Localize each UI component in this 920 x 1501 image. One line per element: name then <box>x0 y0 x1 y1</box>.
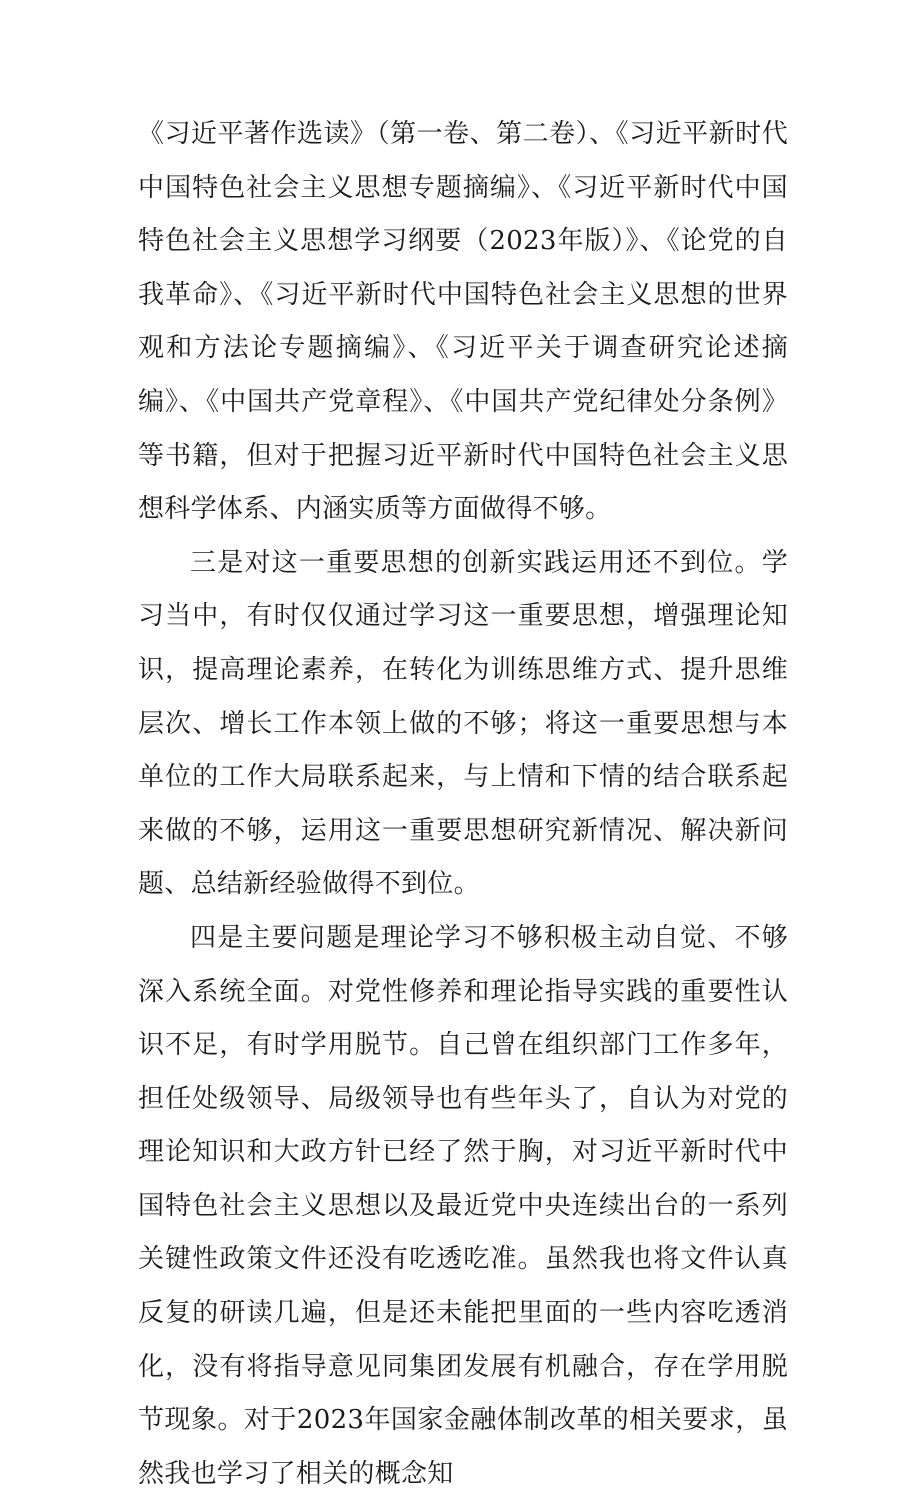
paragraph-point-four: 四是主要问题是理论学习不够积极主动自觉、不够深入系统全面。对党性修养和理论指导实践的重要性认识不足，有时学用脱节。自己曾在组织部门工作多年，担任处级领导、局级领导也有些年头了，自认为对党的理论知识和大政方针已经了然于胸，对习近平新时代中国特色社会主义思想以及最近党中央连续出台的一系列关键性政策文件还没有吃透吃准。虽然我也将文件认真反复的研读几遍，但是还未能把里面的一些内容吃透消化，没有将指导意见同集团发展有机融合，存在学用脱节现象。对于2023年国家金融体制改革的相关要求，虽然我也学习了相关的概念知 <box>138 922 788 1489</box>
paragraph-reading-list: 《习近平著作选读》（第一卷、第二卷）、《习近平新时代中国特色社会主义思想专题摘编》、《习近平新时代中国特色社会主义思想学习纲要（2023年版）》、《论党的自我革命》、《习近平新时代中国特色社会主义思想的世界观和方法论专题摘编》、《习近平关于调查研究论述摘编》、《中国共产党章程》、《中国共产党纪律处分条例》等书籍，但对于把握习近平新时代中国特色社会主义思想科学体系、内涵实质等方面做得不够。 <box>138 119 788 525</box>
document-body <box>138 108 788 1501</box>
paragraph-point-three: 三是对这一重要思想的创新实践运用还不到位。学习当中，有时仅仅通过学习这一重要思想，增强理论知识，提高理论素养，在转化为训练思维方式、提升思维层次、增长工作本领上做的不够；将这一重要思想与本单位的工作大局联系起来，与上情和下情的结合联系起来做的不够，运用这一重要思想研究新情况、解决新问题、总结新经验做得不到位。 <box>138 547 788 900</box>
